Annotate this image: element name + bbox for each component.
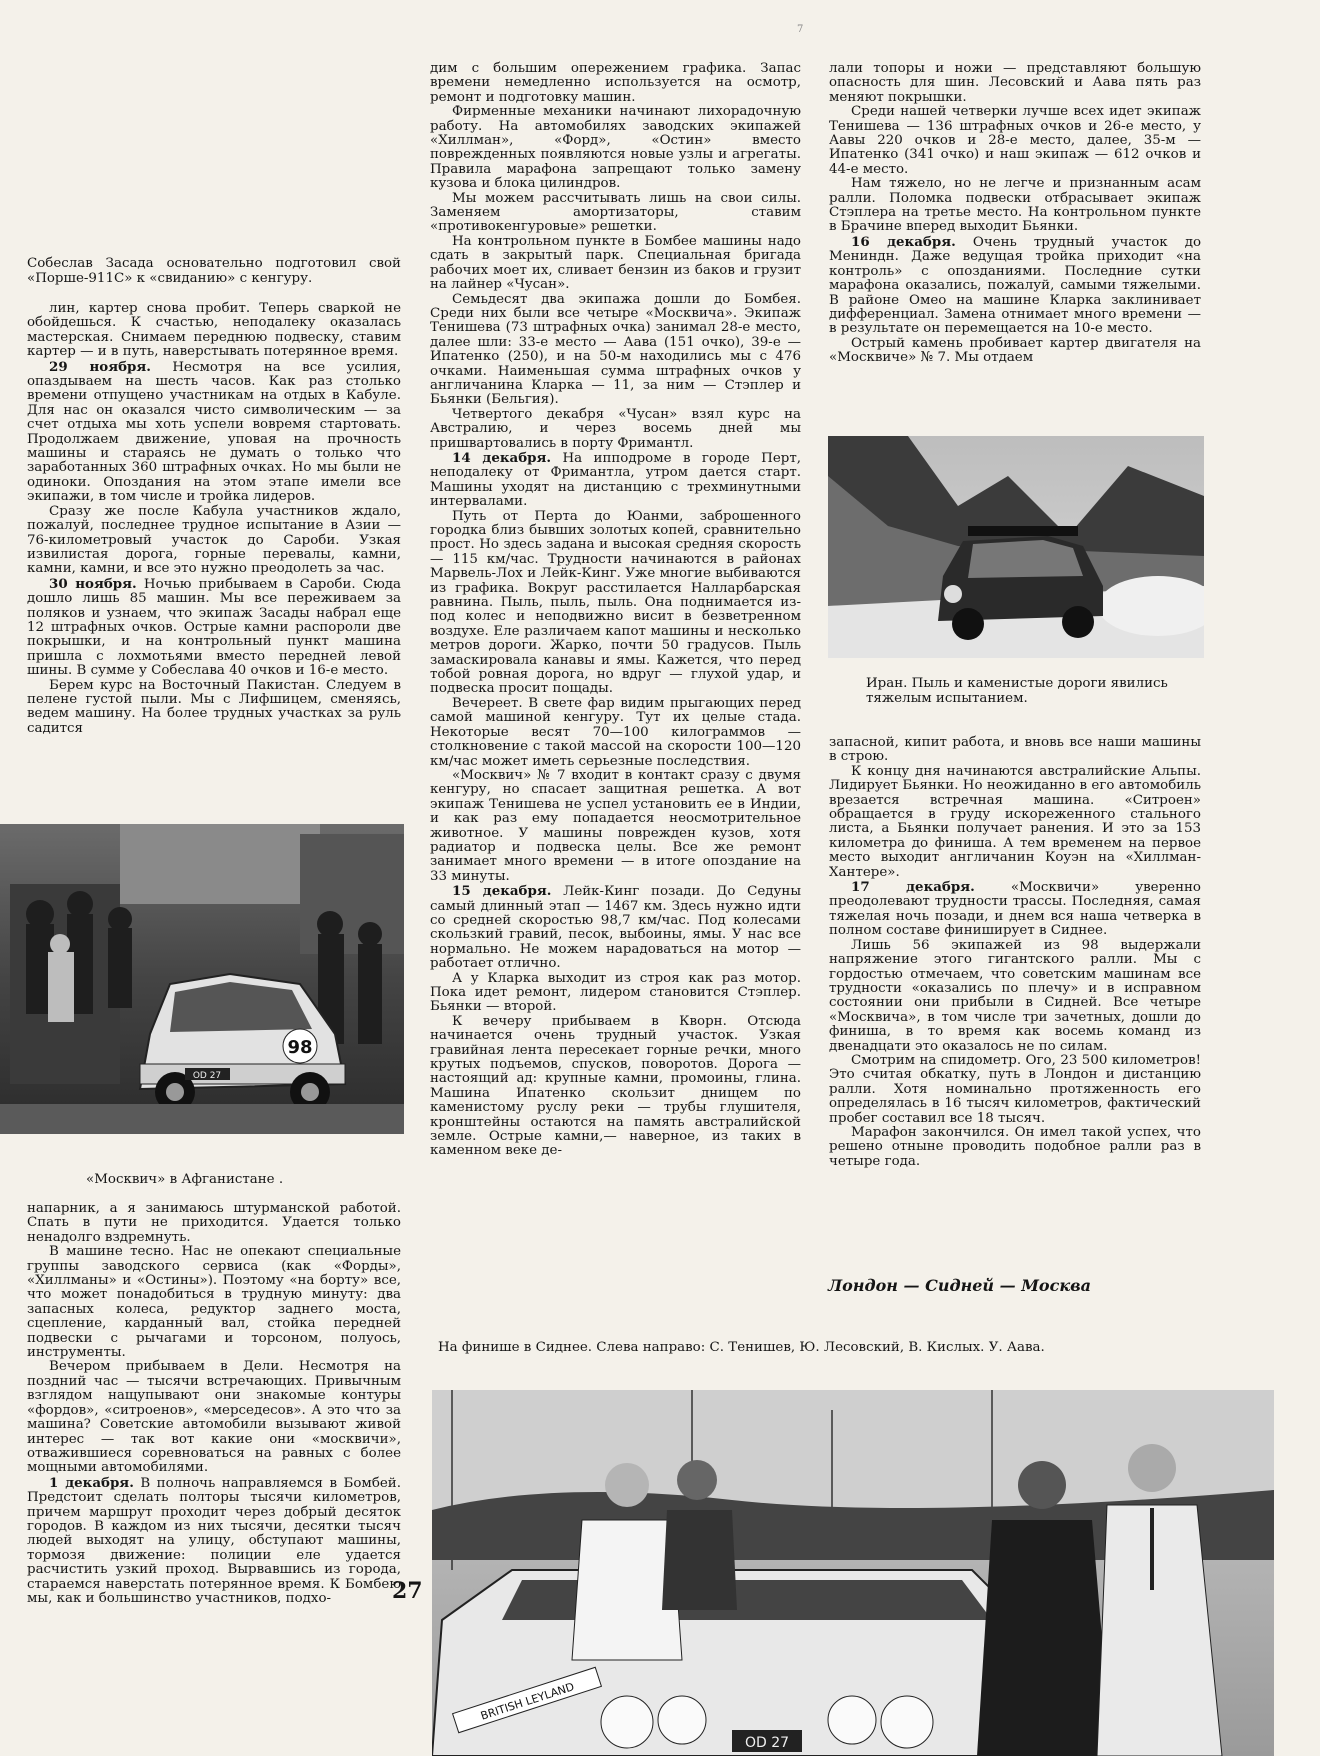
paragraph: [829, 736, 1201, 765]
paragraph-text: Четвертого декабря «Чусан» взял курс на Австралию, и через восемь дней мы пришвартовались в порту Фримантл.: [430, 406, 801, 451]
paragraph-text: В полночь направляемся в Бомбей. Предстоит сделать полторы тысячи километров, причем маршрут проходит через добрый десяток городов. В каждом из них тысячи, десятки тысяч людей выходят на улицу, обступают машины, тормозя движение: полиции еле удается расчистить узкий проход. Вырвавшись из города, стараемся наверстать потерянное время. К Бомбею мы, как и большинство участников, подхо-: [27, 1475, 401, 1606]
date-heading: 14 декабря.: [452, 449, 552, 466]
paragraph-text: запасной, кипит работа, и вновь все наши машины в строю.: [829, 735, 1201, 765]
photo-sydney-caption: [438, 1340, 1178, 1355]
paragraph: [430, 697, 801, 769]
paragraph-text: Очень трудный участок до Мениндн. Даже ведущая тройка приходит «на контроль» с опозданиями. Последние сутки марафона оказались, пожалуй, самыми тяжелыми. В районе Омео на машине Кларка заклинивает дифференциал. Замена отнимает много времени — в результате он перемещается на 10-е место.: [829, 234, 1202, 337]
paragraph: [430, 972, 801, 1015]
paragraph-text: Путь от Перта до Юанми, заброшенного городка близ бывших золотых копей, сравнительно прост. Но здесь задана и высокая средняя скорость — 115 км/час. Трудности начинаются в районах Марвель-Лох и Лейк-Кинг. Уже многие выбиваются из графика. Вокруг расстилается Налларбарская равнина. Пыль, пыль, пыль. Она поднимается из-под колес и неподвижно висит в безветренном воздухе. Еле различаем капот машины и несколько метров дороги. Жарко, почти 50 градусов. Пыль замаскировала канавы и ямы. Кажется, что перед тобой ровная дорога, но вдруг — глухой удар, и подвеска просит пощады.: [430, 508, 801, 697]
paragraph-text: Семьдесят два экипажа дошли до Бомбея. Среди них были все четыре «Москвича». Экипаж Тенишева (73 штрафных очка) занимал 28-е место, далее шли: 33-е место — Аава (151 очко), 39-е — Ипатенко (250), и на 50-м находились мы с 476 очками. Наименьшая сумма штрафных очков у англичанина Кларка — 11, за ним — Стэплер и Бьянки (Бельгия).: [430, 291, 801, 408]
paragraph-text: Несмотря на все усилия, опаздываем на шесть часов. Как раз столько времени отпущено участникам на отдых в Кабуле. Для нас он оказался чисто символическим — за счет отдыха мы хоть успели вовремя стартовать. Продолжаем движение, уповая на прочность машины и стараясь не думать о только что заработанных 360 штрафных очках. Но мы были не одиноки. Опоздания на этом этапе имели все экипажи, в том числе и тройка лидеров.: [27, 359, 401, 505]
paragraph: [27, 1245, 401, 1360]
paragraph-text: Лейк-Кинг позади. До Седуны самый длинный этап — 1467 км. Здесь нужно идти со средней скоростью 98,7 км/час. Под колесами скользкий гравий, песок, выбоины, ямы. У нас все нормально. Не можем нарадоваться на мотор — работает отлично.: [430, 884, 802, 972]
paragraph-text: Вечереет. В свете фар видим прыгающих перед самой машиной кенгуру. Тут их целые стада. Некоторые весят 70—100 килограммов — столкновение с такой массой на скорости 100—120 км/час может иметь серьезные последствия.: [430, 695, 801, 769]
paragraph: [27, 1476, 401, 1607]
paragraph: [27, 577, 401, 679]
paragraph-text: А у Кларка выходит из строя как раз мотор. Пока идет ремонт, лидером становится Стэплер. Бьянки — второй.: [430, 970, 801, 1015]
paragraph: [430, 293, 801, 408]
paragraph: [27, 360, 401, 505]
paragraph-text: Нам тяжело, но не легче и признанным асам ралли. Поломка подвески отбрасывает экипаж Стэплера на третье место. На контрольном пункте в Брачине вперед выходит Бьянки.: [829, 176, 1201, 235]
paragraph: [27, 1202, 401, 1245]
paragraph: [430, 192, 801, 235]
paragraph-text: К концу дня начинаются австралийские Альпы. Лидирует Бьянки. Но неожиданно в его автомобиль врезается встречная машина. «Ситроен» обращается в груду искореженного стального листа, а Бьянки получает ранения. И это за 153 километра до финиша. А тем временем на первое место выходит англичанин Коуэн на «Хиллман-Хантере».: [829, 763, 1201, 880]
paragraph-text: На контрольном пункте в Бомбее машины надо сдать в закрытый парк. Специальная бригада рабочих моет их, сливает бензин из баков и грузит на лайнер «Чусан».: [430, 233, 801, 293]
paragraph-text: К вечеру прибываем в Кворн. Отсюда начинается очень трудный участок. Узкая гравийная лента пересекает горные речки, много крутых подъемов, спусков, поворотов. Дорога — настоящий ад: крупные камни, промоины, глина. Машина Ипатенко скользит днищем по каменистому руслу реки — трубы глушителя, кронштейны остаются на память австралийской земле. Острые камни,— наверное, из таких в каменном веке де-: [430, 1013, 801, 1159]
top-mark: 7: [797, 24, 804, 35]
paragraph: [27, 679, 401, 737]
paragraph: [829, 177, 1201, 235]
paragraph-text: Вечером прибываем в Дели. Несмотря на поздний час — тысячи встречающих. Привычным взглядом нащупывают они знакомые контуры «фордов», «ситроенов», «мерседесов». А это что за машина? Советские автомобили вызывают живой интерес — так вот какие они «москвичи», отважившиеся соревноваться на равных с более мощными автомобилями.: [27, 1359, 401, 1476]
paragraph-text: Мы можем рассчитывать лишь на свои силы. Заменяем амортизаторы, ставим «противокенгуровые» решетки.: [430, 190, 801, 235]
paragraph-text: «Москвич» № 7 входит в контакт сразу с двумя кенгуру, но спасает защитная решетка. А вот экипаж Тенишева не успел установить ее в Индии, и как раз ему попадается неосмотрительное животное. У машины поврежден кузов, хотя радиатор и подвеска целы. Все же ремонт занимает много времени — в итоге опоздание на 33 минуты.: [430, 767, 801, 884]
paragraph: [430, 451, 801, 510]
paragraph: [829, 880, 1201, 939]
photo-iran-image: [828, 436, 1204, 658]
paragraph-text: Берем курс на Восточный Пакистан. Следуем в пелене густой пыли. Мы с Лифшицем, сменяясь, ведем машину. На более трудных участках за руль садится: [27, 677, 401, 736]
porsche-caption: [27, 256, 401, 286]
paragraph: [829, 62, 1201, 105]
date-heading: 15 декабря.: [452, 883, 552, 900]
paragraph-text: лин, картер снова пробит. Теперь сваркой не обойдешься. К счастью, неподалеку оказалась мастерская. Снимаем переднюю подвеску, ставим картер — и в путь, наверстывать потерянное время.: [27, 301, 401, 360]
page-number-text: 27: [392, 1578, 423, 1604]
paragraph-text: «Москвичи» уверенно преодолевают трудности трассы. Последняя, самая тяжелая ночь позади, и днем вся наша четверка в полном составе финиширует в Сиднее.: [829, 880, 1201, 939]
signature-route-text: Лондон — Сидней — Москва: [828, 1276, 1092, 1295]
date-heading: 17 декабря.: [851, 879, 975, 896]
photo-iran: [828, 436, 1204, 658]
paragraph: [430, 235, 801, 293]
paragraph: [430, 510, 801, 697]
paragraph: [430, 884, 801, 971]
signature-route: [828, 1276, 1091, 1295]
paragraph-text: Ночью прибываем в Сароби. Сюда дошло лишь 85 машин. Мы все переживаем за поляков и узнаем, что экипаж Засады набрал еще 12 штрафных очков. Острые камни распороли две покрышки, и на контрольный пункт машина пришла с лохмотьями вместо передней левой шины. В сумме у Собеслава 40 очков и 16-е место.: [27, 576, 401, 679]
paragraph-text: В машине тесно. Нас не опекают специальные группы заводского сервиса (как «Форды», «Хиллманы» и «Остины»). Поэтому «на борту» все, что может понадобиться в трудную минуту: два запасных колеса, редуктор заднего моста, сцепление, карданный вал, стойка передней подвески с рычагами и торсоном, полуось, инструменты.: [27, 1244, 401, 1361]
photo-iran-caption-text: Иран. Пыль и каменистые дороги явились тяжелым испытанием.: [866, 676, 1168, 706]
photo-iran-caption: [866, 676, 1196, 706]
paragraph: [829, 939, 1201, 1054]
photo-moskvich-afghanistan: [0, 824, 404, 1134]
photo-finish-sydney: [432, 1390, 1274, 1756]
license-plate-2: OD 27: [744, 1735, 790, 1751]
column-1-bottom: [27, 1202, 401, 1606]
paragraph-text: лали топоры и ножи — представляют большую опасность для шин. Лесовский и Аава пять раз меняют покрышки.: [829, 61, 1201, 105]
column-3-bottom: [829, 736, 1201, 1169]
paragraph-text: Смотрим на спидометр. Ого, 23 500 километров! Это считая обкатку, путь в Лондон и дистанцию ралли. Хотя номинально протяженность его определялась в 16 тысяч километров, фактический пробег составил все 18 тысяч.: [829, 1052, 1201, 1126]
paragraph: [27, 1360, 401, 1475]
porsche-caption-text: Собеслав Засада основательно подготовил свой «Порше-911С» к «свиданию» с кенгуру.: [27, 256, 401, 286]
paragraph-text: Марафон закончился. Он имел такой успех, что решено отныне проводить подобное ралли раз в четыре года.: [829, 1124, 1201, 1169]
paragraph-text: Острый камень пробивает картер двигателя на «Москвиче» № 7. Мы отдаем: [829, 335, 1201, 366]
paragraph: [829, 337, 1201, 366]
page-number: [392, 1578, 423, 1604]
photo-sydney-caption-text: На финише в Сиднее. Слева направо: С. Тенишев, Ю. Лесовский, В. Кислых. У. Аава.: [438, 1340, 1045, 1355]
paragraph-text: На ипподроме в городе Перт, неподалеку от Фримантла, утром дается старт. Машины уходят на дистанцию с трехминутными интервалами.: [430, 450, 801, 510]
paragraph-text: Фирменные механики начинают лихорадочную работу. На автомобилях заводских экипажей «Хиллман», «Форд», «Остин» вместо поврежденных появляются новые узлы и агрегаты. Правила марафона запрещают только замену кузова и блока цилиндров.: [430, 104, 801, 192]
paragraph: [829, 235, 1201, 337]
paragraph: [829, 1054, 1201, 1126]
date-heading: 30 ноября.: [49, 575, 137, 592]
paragraph: [27, 302, 401, 360]
car-number-98: 98: [287, 1037, 313, 1058]
paragraph: [430, 408, 801, 451]
date-heading: 1 декабря.: [49, 1474, 134, 1491]
paragraph: [829, 1126, 1201, 1169]
paragraph-text: Лишь 56 экипажей из 98 выдержали напряжение этого гигантского ралли. Мы с гордостью отмечаем, что советским машинам все трудности «оказались по плечу» и в исправном состоянии они прибыли в Сидней. Все четыре «Москвича», в том числе три зачетных, дошли до финиша, в то время как восемь команд из двенадцати это оказалось не по силам.: [829, 937, 1201, 1054]
license-plate-1: OD 27: [192, 1071, 222, 1081]
paragraph-text: напарник, а я занимаюсь штурманской работой. Спать в пути не приходится. Удается только ненадолго вздремнуть.: [27, 1201, 401, 1245]
paragraph-text: дим с большим опережением графика. Запас времени немедленно используется на осмотр, ремонт и подготовку машин.: [430, 61, 801, 105]
date-heading: 29 ноября.: [49, 358, 151, 375]
paragraph: [430, 105, 801, 191]
photo-afghanistan-image: [0, 824, 404, 1134]
paragraph: [430, 62, 801, 105]
column-2: [430, 62, 801, 1159]
paragraph-text: Сразу же после Кабула участников ждало, пожалуй, последнее трудное испытание в Азии — 76-километровый участок до Сароби. Узкая извилистая дорога, горные перевалы, камни, камни, камни, и все это нужно преодолеть за час.: [27, 503, 401, 577]
paragraph: [829, 105, 1201, 177]
photo-sydney-image: [432, 1390, 1274, 1756]
photo-afghanistan-caption-text: «Москвич» в Афганистане .: [86, 1172, 284, 1187]
paragraph: [829, 765, 1201, 880]
paragraph: [27, 505, 401, 577]
paragraph: [430, 769, 801, 884]
column-1-top: [27, 302, 401, 736]
paragraph: [430, 1015, 801, 1159]
date-heading: 16 декабря.: [851, 233, 956, 250]
paragraph-text: Среди нашей четверки лучше всех идет экипаж Тенишева — 136 штрафных очков и 26-е место, у Аавы 220 очков и 28-е место, далее, 35-м — Ипатенко (341 очко) и наш экипаж — 612 очков и 44-е место.: [829, 104, 1201, 177]
photo-afghanistan-caption: [86, 1172, 386, 1187]
column-3-top: [829, 62, 1201, 366]
banner-british-leyland: BRITISH LEYLAND: [479, 1680, 576, 1723]
